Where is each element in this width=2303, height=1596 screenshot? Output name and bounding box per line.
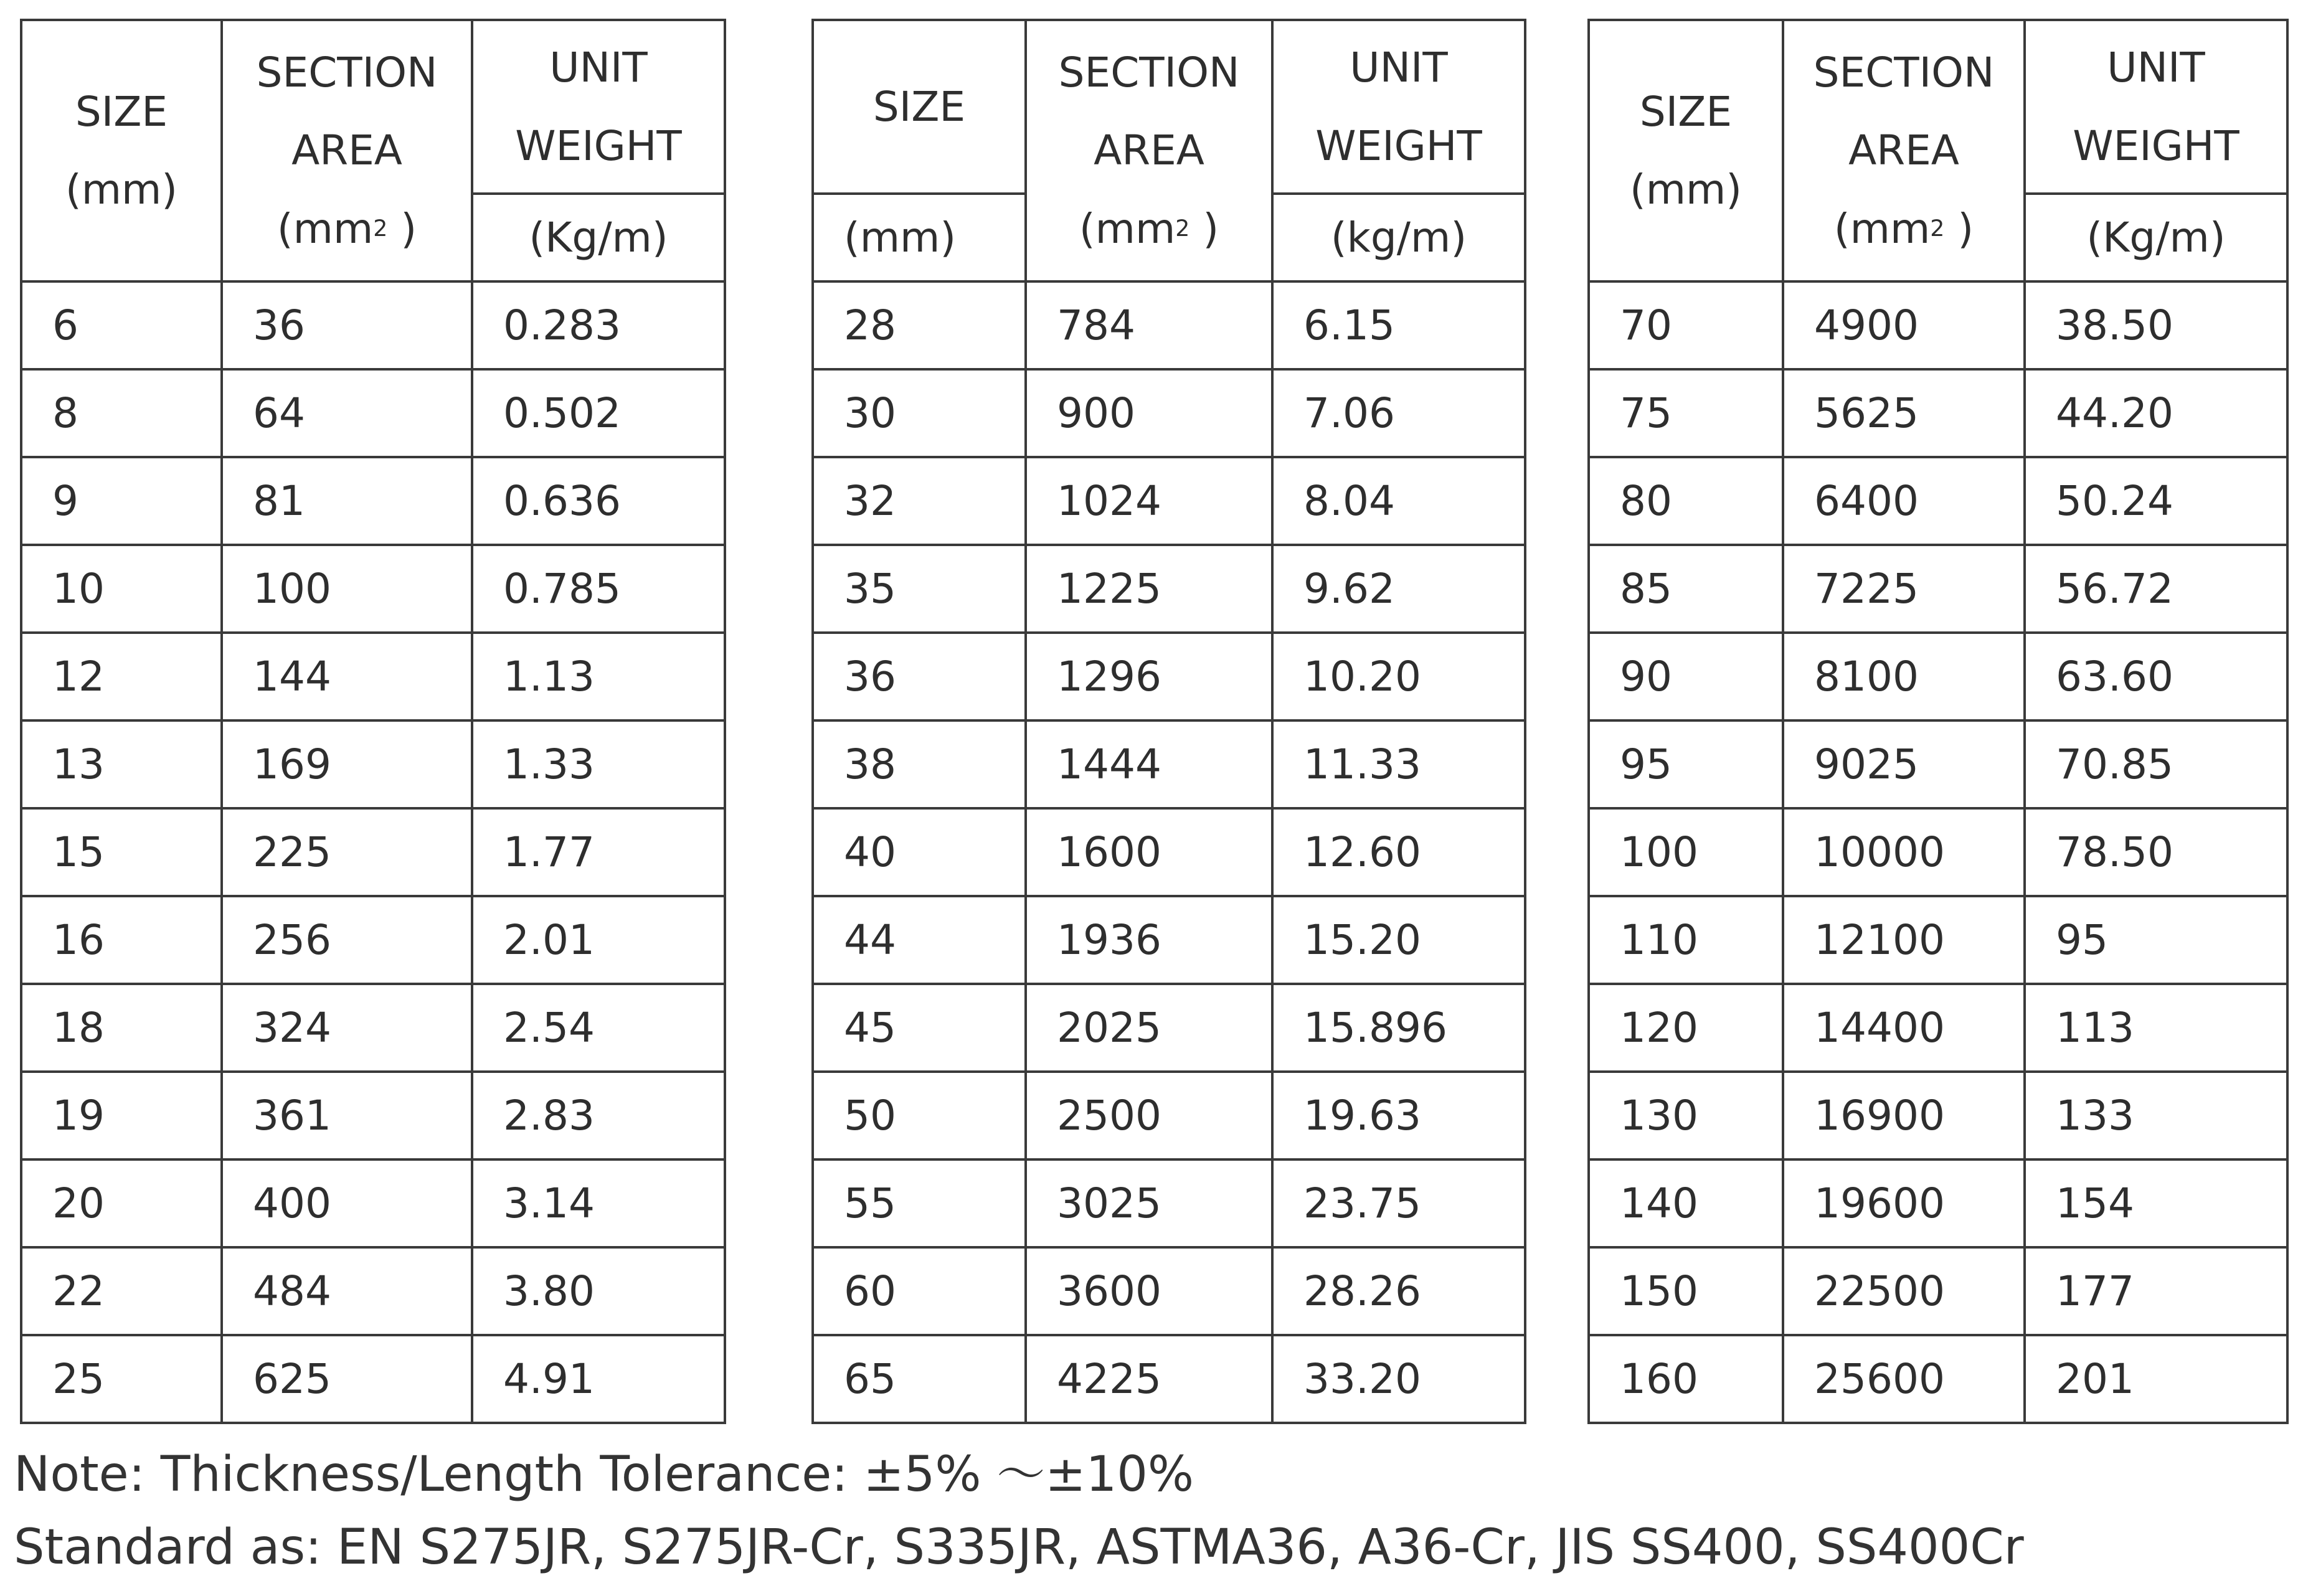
section-area-cell: 225 [222,808,472,896]
section-area-cell: 1600 [1026,808,1272,896]
unit-weight-cell: 113 [2025,984,2287,1072]
size-cell: 130 [1589,1072,1783,1159]
table-row [21,1247,725,1335]
section-area-cell: 625 [222,1335,472,1423]
unit-weight-cell: 11.33 [1272,720,1525,808]
section-area-cell: 484 [222,1247,472,1335]
unit-weight-cell: 10.20 [1272,633,1525,720]
size-cell: 65 [813,1335,1026,1423]
table-row [1589,545,2287,633]
section-area-cell: 5625 [1783,369,2025,457]
table-row [813,1072,1525,1159]
table-row [1589,1159,2287,1247]
size-cell: 22 [21,1247,222,1335]
table-rows [21,281,725,1423]
size-cell: 13 [21,720,222,808]
size-cell: 120 [1589,984,1783,1072]
section-area-cell: 900 [1026,369,1272,457]
size-cell: 100 [1589,808,1783,896]
table-row [21,808,725,896]
section-area-cell: 144 [222,633,472,720]
table-row [813,457,1525,545]
unit-weight-cell: 28.26 [1272,1247,1525,1335]
unit-weight-cell: 3.80 [472,1247,725,1335]
size-cell: 90 [1589,633,1783,720]
unit-weight-cell: 0.636 [472,457,725,545]
size-cell: 10 [21,545,222,633]
unit-weight-cell: 95 [2025,896,2287,984]
unit-weight-cell: 56.72 [2025,545,2287,633]
size-cell: 8 [21,369,222,457]
section-area-cell: 1024 [1026,457,1272,545]
unit-weight-cell: 1.13 [472,633,725,720]
unit-weight-cell: 1.33 [472,720,725,808]
header-weight-line2: WEIGHT [2073,121,2239,170]
table-row [813,369,1525,457]
size-cell: 9 [21,457,222,545]
unit-weight-cell: 133 [2025,1072,2287,1159]
table-row [813,720,1525,808]
section-area-cell: 14400 [1783,984,2025,1072]
spec-table-2 [811,19,1526,1424]
size-cell: 20 [21,1159,222,1247]
header-area-unit: ($mm^2$ ) [1833,204,1974,253]
table-row [21,545,725,633]
section-area-cell: 25600 [1783,1335,2025,1423]
unit-weight-cell: 38.50 [2025,281,2287,369]
table-row [1589,457,2287,545]
size-cell: 19 [21,1072,222,1159]
table-row [21,281,725,369]
header-weight-unit: (kg/m) [1272,194,1525,281]
table-row [21,720,725,808]
unit-weight-cell: 7.06 [1272,369,1525,457]
header-size-label: SIZE [1639,87,1733,136]
header-weight-line2: WEIGHT [1315,121,1482,170]
table-body [1589,20,2287,281]
table-row [1589,1335,2287,1423]
tolerance-note: Note: Thickness/Length Tolerance: ±5% ～±10% [14,1447,1194,1503]
standard-note: Standard as: EN S275JR, S275JR-Cr, S335JR, ASTMA36, A36-Cr, JIS SS400, SS400Cr [14,1519,2024,1575]
header-weight-line1: UNIT [2107,44,2205,92]
size-cell: 12 [21,633,222,720]
section-area-cell: 169 [222,720,472,808]
table-row [813,896,1525,984]
size-cell: 160 [1589,1335,1783,1423]
table-row [813,545,1525,633]
unit-weight-cell: 177 [2025,1247,2287,1335]
header-weight-line2: WEIGHT [515,121,682,170]
table-row [1589,984,2287,1072]
table-row [1589,720,2287,808]
unit-weight-cell: 6.15 [1272,281,1525,369]
header-size-unit: (mm) [813,194,1026,281]
table-row [813,1335,1525,1423]
table-body [813,20,1525,281]
table-row [1589,281,2287,369]
size-cell: 50 [813,1072,1026,1159]
unit-weight-cell: 15.20 [1272,896,1525,984]
size-cell: 85 [1589,545,1783,633]
header-size [1589,20,1783,281]
header-weight-line1: UNIT [1350,44,1448,92]
unit-weight-cell: 2.83 [472,1072,725,1159]
unit-weight-cell: 15.896 [1272,984,1525,1072]
section-area-cell: 81 [222,457,472,545]
section-area-cell: 784 [1026,281,1272,369]
unit-weight-cell: 12.60 [1272,808,1525,896]
section-area-cell: 2500 [1026,1072,1272,1159]
unit-weight-cell: 33.20 [1272,1335,1525,1423]
size-cell: 60 [813,1247,1026,1335]
size-cell: 38 [813,720,1026,808]
section-area-cell: 36 [222,281,472,369]
size-cell: 45 [813,984,1026,1072]
table-rows [813,281,1525,1423]
unit-weight-cell: 19.63 [1272,1072,1525,1159]
section-area-cell: 4225 [1026,1335,1272,1423]
header-unit-weight [2025,20,2287,194]
unit-weight-cell: 4.91 [472,1335,725,1423]
table-row [1589,808,2287,896]
header-area-line2: AREA [291,126,402,175]
header-size-unit: (mm) [65,166,178,214]
header-row [21,20,725,194]
table-row [1589,369,2287,457]
header-area-line1: SECTION [1058,48,1240,97]
unit-weight-cell: 201 [2025,1335,2287,1423]
table-row [21,1159,725,1247]
unit-weight-cell: 50.24 [2025,457,2287,545]
unit-weight-cell: 44.20 [2025,369,2287,457]
section-area-cell: 1296 [1026,633,1272,720]
header-area-line1: SECTION [1813,48,1995,97]
table-row [21,1335,725,1423]
size-cell: 80 [1589,457,1783,545]
size-cell: 36 [813,633,1026,720]
section-area-cell: 1936 [1026,896,1272,984]
size-cell: 35 [813,545,1026,633]
size-cell: 28 [813,281,1026,369]
table-row [1589,633,2287,720]
table-row [1589,1247,2287,1335]
size-cell: 15 [21,808,222,896]
header-size-label: SIZE [75,87,168,136]
section-area-cell: 16900 [1783,1072,2025,1159]
section-area-cell: 4900 [1783,281,2025,369]
table-row [21,1072,725,1159]
section-area-cell: 19600 [1783,1159,2025,1247]
table-row [21,896,725,984]
unit-weight-cell: 70.85 [2025,720,2287,808]
size-cell: 150 [1589,1247,1783,1335]
unit-weight-cell: 2.54 [472,984,725,1072]
table-rows [1589,281,2287,1423]
size-cell: 95 [1589,720,1783,808]
unit-weight-cell: 154 [2025,1159,2287,1247]
section-area-cell: 9025 [1783,720,2025,808]
size-cell: 55 [813,1159,1026,1247]
unit-weight-cell: 9.62 [1272,545,1525,633]
size-cell: 75 [1589,369,1783,457]
size-cell: 6 [21,281,222,369]
table-row [813,984,1525,1072]
spec-table-3 [1587,19,2289,1424]
size-cell: 40 [813,808,1026,896]
table-row [813,281,1525,369]
unit-weight-cell: 0.283 [472,281,725,369]
header-area-line2: AREA [1094,126,1204,175]
size-cell: 110 [1589,896,1783,984]
header-section-area [222,20,472,281]
section-area-cell: 6400 [1783,457,2025,545]
table-row [813,633,1525,720]
section-area-cell: 22500 [1783,1247,2025,1335]
section-area-cell: 3600 [1026,1247,1272,1335]
unit-weight-cell: 8.04 [1272,457,1525,545]
table-row [813,1247,1525,1335]
size-cell: 25 [21,1335,222,1423]
size-cell: 44 [813,896,1026,984]
unit-weight-cell: 0.502 [472,369,725,457]
table-row [813,808,1525,896]
size-cell: 70 [1589,281,1783,369]
section-area-cell: 361 [222,1072,472,1159]
section-area-cell: 8100 [1783,633,2025,720]
header-weight-unit: (Kg/m) [2025,194,2287,281]
table-row [21,369,725,457]
table-body [21,20,725,281]
unit-weight-cell: 0.785 [472,545,725,633]
unit-weight-cell: 23.75 [1272,1159,1525,1247]
header-weight-line1: UNIT [549,44,648,92]
table-row [1589,1072,2287,1159]
section-area-cell: 1444 [1026,720,1272,808]
unit-weight-cell: 78.50 [2025,808,2287,896]
unit-weight-cell: 63.60 [2025,633,2287,720]
section-area-cell: 12100 [1783,896,2025,984]
header-row [813,20,1525,194]
section-area-cell: 64 [222,369,472,457]
section-area-cell: 324 [222,984,472,1072]
header-area-unit: ($mm^2$ ) [277,204,417,253]
header-area-line2: AREA [1848,126,1959,175]
unit-weight-cell: 1.77 [472,808,725,896]
section-area-cell: 10000 [1783,808,2025,896]
table-row [21,984,725,1072]
header-weight-unit: (Kg/m) [472,194,725,281]
size-cell: 16 [21,896,222,984]
table-row [1589,896,2287,984]
header-unit-weight [1272,20,1525,194]
header-unit-weight [472,20,725,194]
unit-weight-cell: 2.01 [472,896,725,984]
header-area-unit: ($mm^2$ ) [1079,204,1219,253]
header-size: SIZE [813,20,1026,194]
header-area-line1: SECTION [256,48,438,97]
header-section-area [1026,20,1272,281]
size-cell: 140 [1589,1159,1783,1247]
header-size [21,20,222,281]
unit-weight-cell: 3.14 [472,1159,725,1247]
table-row [21,457,725,545]
header-size-unit: (mm) [1629,166,1743,214]
section-area-cell: 256 [222,896,472,984]
section-area-cell: 2025 [1026,984,1272,1072]
section-area-cell: 400 [222,1159,472,1247]
size-cell: 32 [813,457,1026,545]
section-area-cell: 1225 [1026,545,1272,633]
section-area-cell: 7225 [1783,545,2025,633]
size-cell: 30 [813,369,1026,457]
section-area-cell: 3025 [1026,1159,1272,1247]
header-section-area [1783,20,2025,281]
size-cell: 18 [21,984,222,1072]
table-row [813,1159,1525,1247]
table-row [21,633,725,720]
header-row [1589,20,2287,194]
section-area-cell: 100 [222,545,472,633]
spec-table-1 [20,19,726,1424]
